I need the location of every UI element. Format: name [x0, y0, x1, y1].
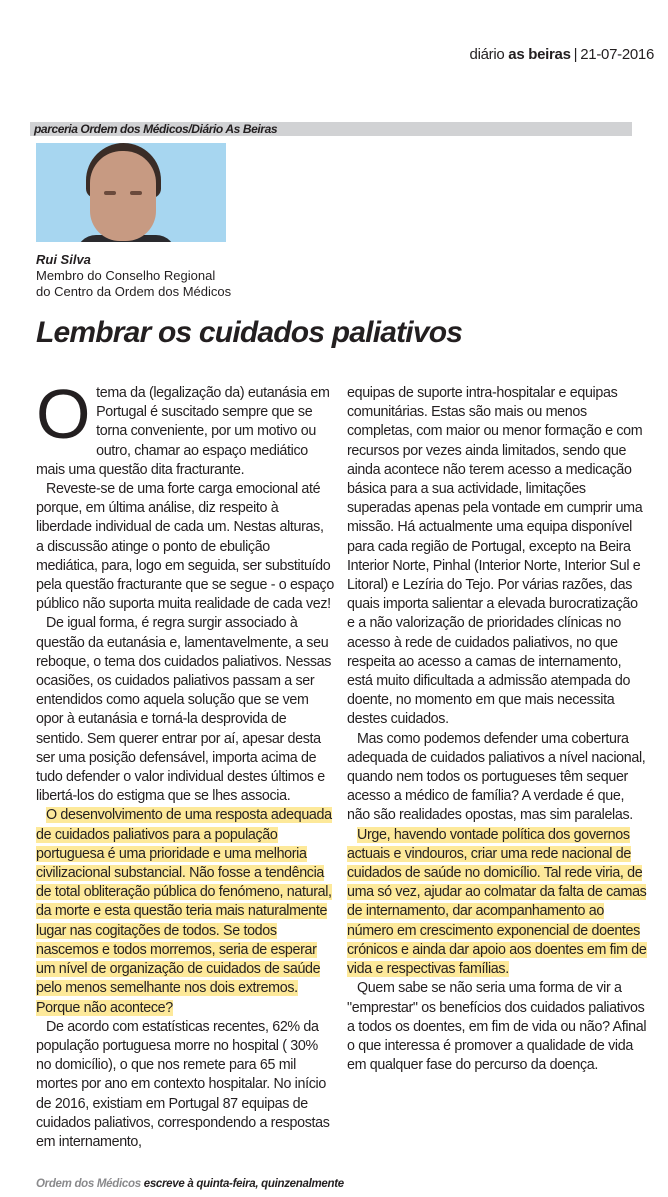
footer-schedule: escreve à quinta-feira, quinzenalmente [140, 1178, 344, 1190]
photo-eye [104, 191, 116, 195]
author-role-line1: Membro do Conselho Regional [36, 268, 216, 283]
masthead [470, 46, 654, 63]
article-column-right [347, 384, 647, 1075]
masthead-date: 21-07-2016 [580, 46, 654, 63]
author-photo [36, 143, 226, 242]
author-role-line2: do Centro da Ordem dos Médicos [36, 284, 232, 299]
paragraph-text: tema da (legalização da) eutanásia em Portugal é suscitado sempre que se torna conveniente, por um motivo ou outro, chamar ao espaço mediático mais uma questão dita fracturante. [36, 385, 330, 478]
masthead-prefix: diário [469, 46, 505, 63]
partner-bar: parceria Ordem dos Médicos/Diário As Beiras [30, 122, 632, 136]
photo-eye [130, 191, 142, 195]
author-block [36, 252, 231, 300]
paragraph [36, 375, 334, 480]
highlighted-paragraph [36, 806, 334, 1017]
author-name: Rui Silva [36, 252, 91, 267]
masthead-brand: as beiras [508, 46, 571, 63]
photo-face [90, 151, 156, 241]
paragraph: Reveste-se de uma forte carga emocional até porque, em última análise, diz respeito à liberdade individual de cada um. Nestas alturas, a discussão atinge o ponto de ebulição mediática, para, logo em seguida, ser substituído pela questão fracturante que se segue - o espaço público não suporta muita realidade de cada vez! [36, 481, 334, 613]
paragraph: Mas como podemos defender uma cobertura adequada de cuidados paliativos a nível nacional, quando nem todos os portugueses têm sequer acesso a médico de família? A verdade é que, não são realidades opostas, mas sim paralelas. [347, 730, 646, 824]
paragraph: De acordo com estatísticas recentes, 62% da população portuguesa morre no hospital ( 30% no domicílio), o que nos remete para 65 mil mortes por ano em contexto hospitalar. No início de 2016, existiam em Portugal 87 equipas de cuidados paliativos, correspondendo a respostas em internamento, [36, 1018, 330, 1150]
highlighted-text: O desenvolvimento de uma resposta adequada de cuidados paliativos para a população portuguesa é uma prioridade e uma melhoria civilizacional substancial. Não fosse a tendência de total obliteração pública do fenómeno, natural, da morte e esta questão teria mais naturalmente lugar nas cogitações de todos. Se todos nascemos e todos morremos, seria de esperar um nível de organização de cuidados de saúde pelo menos semelhante nos dois extremos. Porque não acontece? [36, 807, 332, 1016]
article-column-left [36, 375, 334, 1152]
paragraph: equipas de suporte intra-hospitalar e equipas comunitárias. Estas são mais ou menos completas, com maior ou menor formação e com recursos por vezes ainda limitados, sendo que ainda acontece não terem acesso a medicação básica para a sua actividade, limitações superadas apenas pela vontade em cumprir uma missão. Há actualmente uma equipa disponível para cada região de Portugal, excepto na Beira Interior Norte, Pinhal (Interior Norte, Interior Sul e Litoral) e Lezíria do Tejo. Por várias razões, das quais importa salientar a elevada burocratização e a não valorização de prioridades clínicas no acesso à rede de cuidados paliativos, no que respeita ao acesso a camas de internamento, está muito dificultada a admissão atempada do doente, no momento em que mais necessita destes cuidados. [347, 385, 643, 728]
highlighted-text: Urge, havendo vontade política dos governos actuais e vindouros, criar uma rede nacional de cuidados de saúde no domicílio. Tal rede viria, de uma só vez, ajudar ao colmatar da falta de camas de internamento, dar acompanhamento ao número em crescimento exponencial de doentes crónicos e ainda dar apoio aos doentes em fim de vida e respectivas famílias. [347, 826, 647, 978]
paragraph: Quem sabe se não seria uma forma de vir a "emprestar" os benefícios dos cuidados paliativos a todos os doentes, em fim de vida ou não? Afinal o que interessa é promover a qualidade de vida em qualquer fase do percurso da doença. [347, 980, 647, 1074]
footer-org: Ordem dos Médicos [36, 1178, 141, 1190]
article-headline: Lembrar os cuidados paliativos [36, 316, 463, 349]
dropcap: O [36, 375, 91, 453]
column-footer [36, 1178, 344, 1190]
paragraph: De igual forma, é regra surgir associado à questão da eutanásia e, lamentavelmente, a seu reboque, o tema dos cuidados paliativos. Nessas ocasiões, os cuidados paliativos passam a ser entendidos como aquela solução que se vem opor à eutanásia e torná-la desprovida de sentido. Sem querer entrar por aí, apesar desta ser uma posição defensável, importa acima de tudo defender o valor individual destes últimos e libertá-los do estigma que se lhes associa. [36, 615, 332, 805]
masthead-separator: | [573, 46, 578, 63]
highlighted-paragraph [347, 826, 647, 980]
